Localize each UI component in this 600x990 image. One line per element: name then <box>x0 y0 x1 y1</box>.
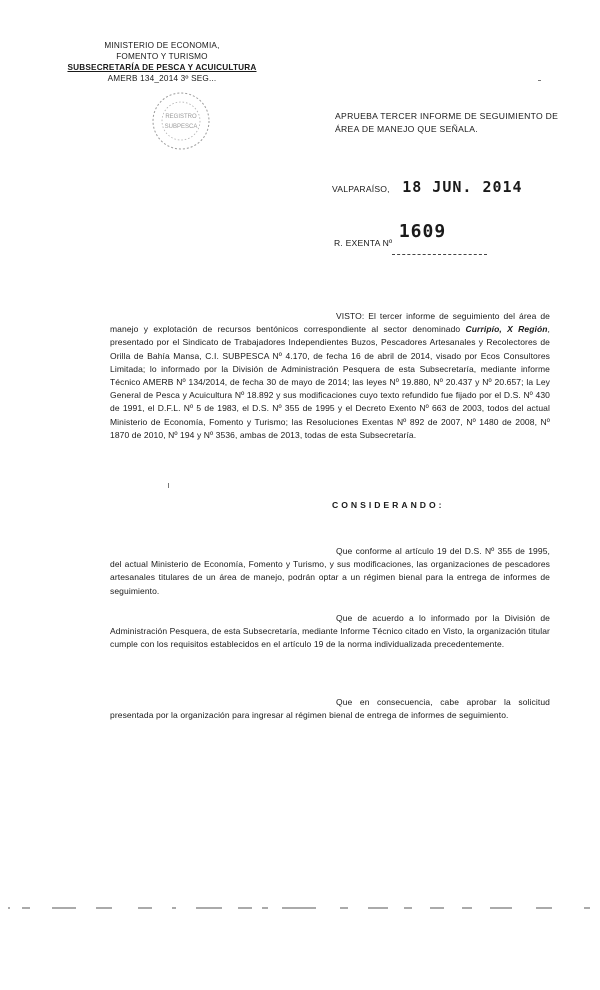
header-reference: AMERB 134_2014 3º SEG... <box>107 74 217 83</box>
visto-text-part2: , presentado por el Sindicato de Trabajadores Independientes Buzos, Pescadores Artesanales y Recolectores de Orilla de Bahía Mansa, C.I. SUBPESCA Nº 4.170, de fecha 16 de abril de 2014, visado por Ecos Consultores Limitada; lo informado por la División de Administración Pesquera de esta Subsecretaría, mediante informe Técnico AMERB Nº 134/2014, de fecha 30 de mayo de 2014; las leyes Nº 19.880, Nº 20.437 y Nº 20.657; la Ley General de Pesca y Acuicultura Nº 18.892 y sus modificaciones cuyo texto refundido fue fijado por el D.S. Nº 430 de 1991, el D.F.L. Nº 5 de 1983, el D.S. Nº 355 de 1995 y el Decreto Exento Nº 663 de 2003, todos del actual Ministerio de Economía, Fomento y Turismo; las Resoluciones Exentas Nº 892 de 2007, Nº 1480 de 2008, Nº 1870 de 2010, Nº 194 y Nº 3536, ambas de 2013, todas de esta Subsecretaría. <box>110 324 550 440</box>
official-seal-icon <box>150 90 212 152</box>
resolution-label: R. EXENTA Nº <box>334 238 393 248</box>
place-and-date <box>332 178 572 197</box>
resolution-number-line <box>334 221 574 251</box>
considerando-heading: CONSIDERANDO: <box>332 500 445 510</box>
resolution-date: 18 JUN. 2014 <box>402 178 523 196</box>
visto-sector-name: Curripío, X Región <box>465 324 548 335</box>
seal-text-bottom: SUBPESCA <box>164 124 198 130</box>
place-label: VALPARAÍSO, <box>332 184 390 194</box>
considerando-paragraph-2: Que de acuerdo a lo informado por la División de Administración Pesquera, de esta Subsecretaría, mediante Informe Técnico citado en Visto, la organización titular cumple con los requisitos establecidos en el artículo 19 de la norma individualizada precedentemente. <box>110 613 550 650</box>
footer-dashed-line <box>0 902 600 912</box>
visto-text-part1: VISTO: El tercer informe de seguimiento del área de manejo y explotación de recursos bentónicos correspondiente al sector denominado <box>110 311 550 335</box>
resolution-number: 1609 <box>398 221 447 242</box>
considerando-paragraph-3: Que en consecuencia, cabe aprobar la solicitud presentada por la organización para ingresar al régimen bienal de entrega de informes de seguimiento. <box>110 697 550 721</box>
resolution-dotted-line <box>392 254 487 255</box>
visto-paragraph <box>110 310 550 442</box>
scan-mark <box>538 80 541 81</box>
header-ministry-2: FOMENTO Y TURISMO <box>116 52 208 61</box>
seal-text-top: REGISTRO <box>165 114 197 120</box>
considerando-paragraph-1: Que conforme al artículo 19 del D.S. Nº 355 de 1995, del actual Ministerio de Economía, Fomento y Turismo, y sus modificaciones, las organizaciones de pescadores artesanales titulares de un área de manejo, podrán optar a un régimen bienal para la entrega de informes de seguimiento. <box>110 546 550 596</box>
scan-mark-2 <box>168 483 169 488</box>
ministry-header <box>62 40 262 84</box>
header-subsecretariat: SUBSECRETARÍA DE PESCA Y ACUICULTURA <box>67 63 257 72</box>
header-ministry: MINISTERIO DE ECONOMIA, <box>104 41 220 50</box>
resolution-subject: APRUEBA TERCER INFORME DE SEGUIMIENTO DE ÁREA DE MANEJO QUE SEÑALA. <box>335 111 559 134</box>
